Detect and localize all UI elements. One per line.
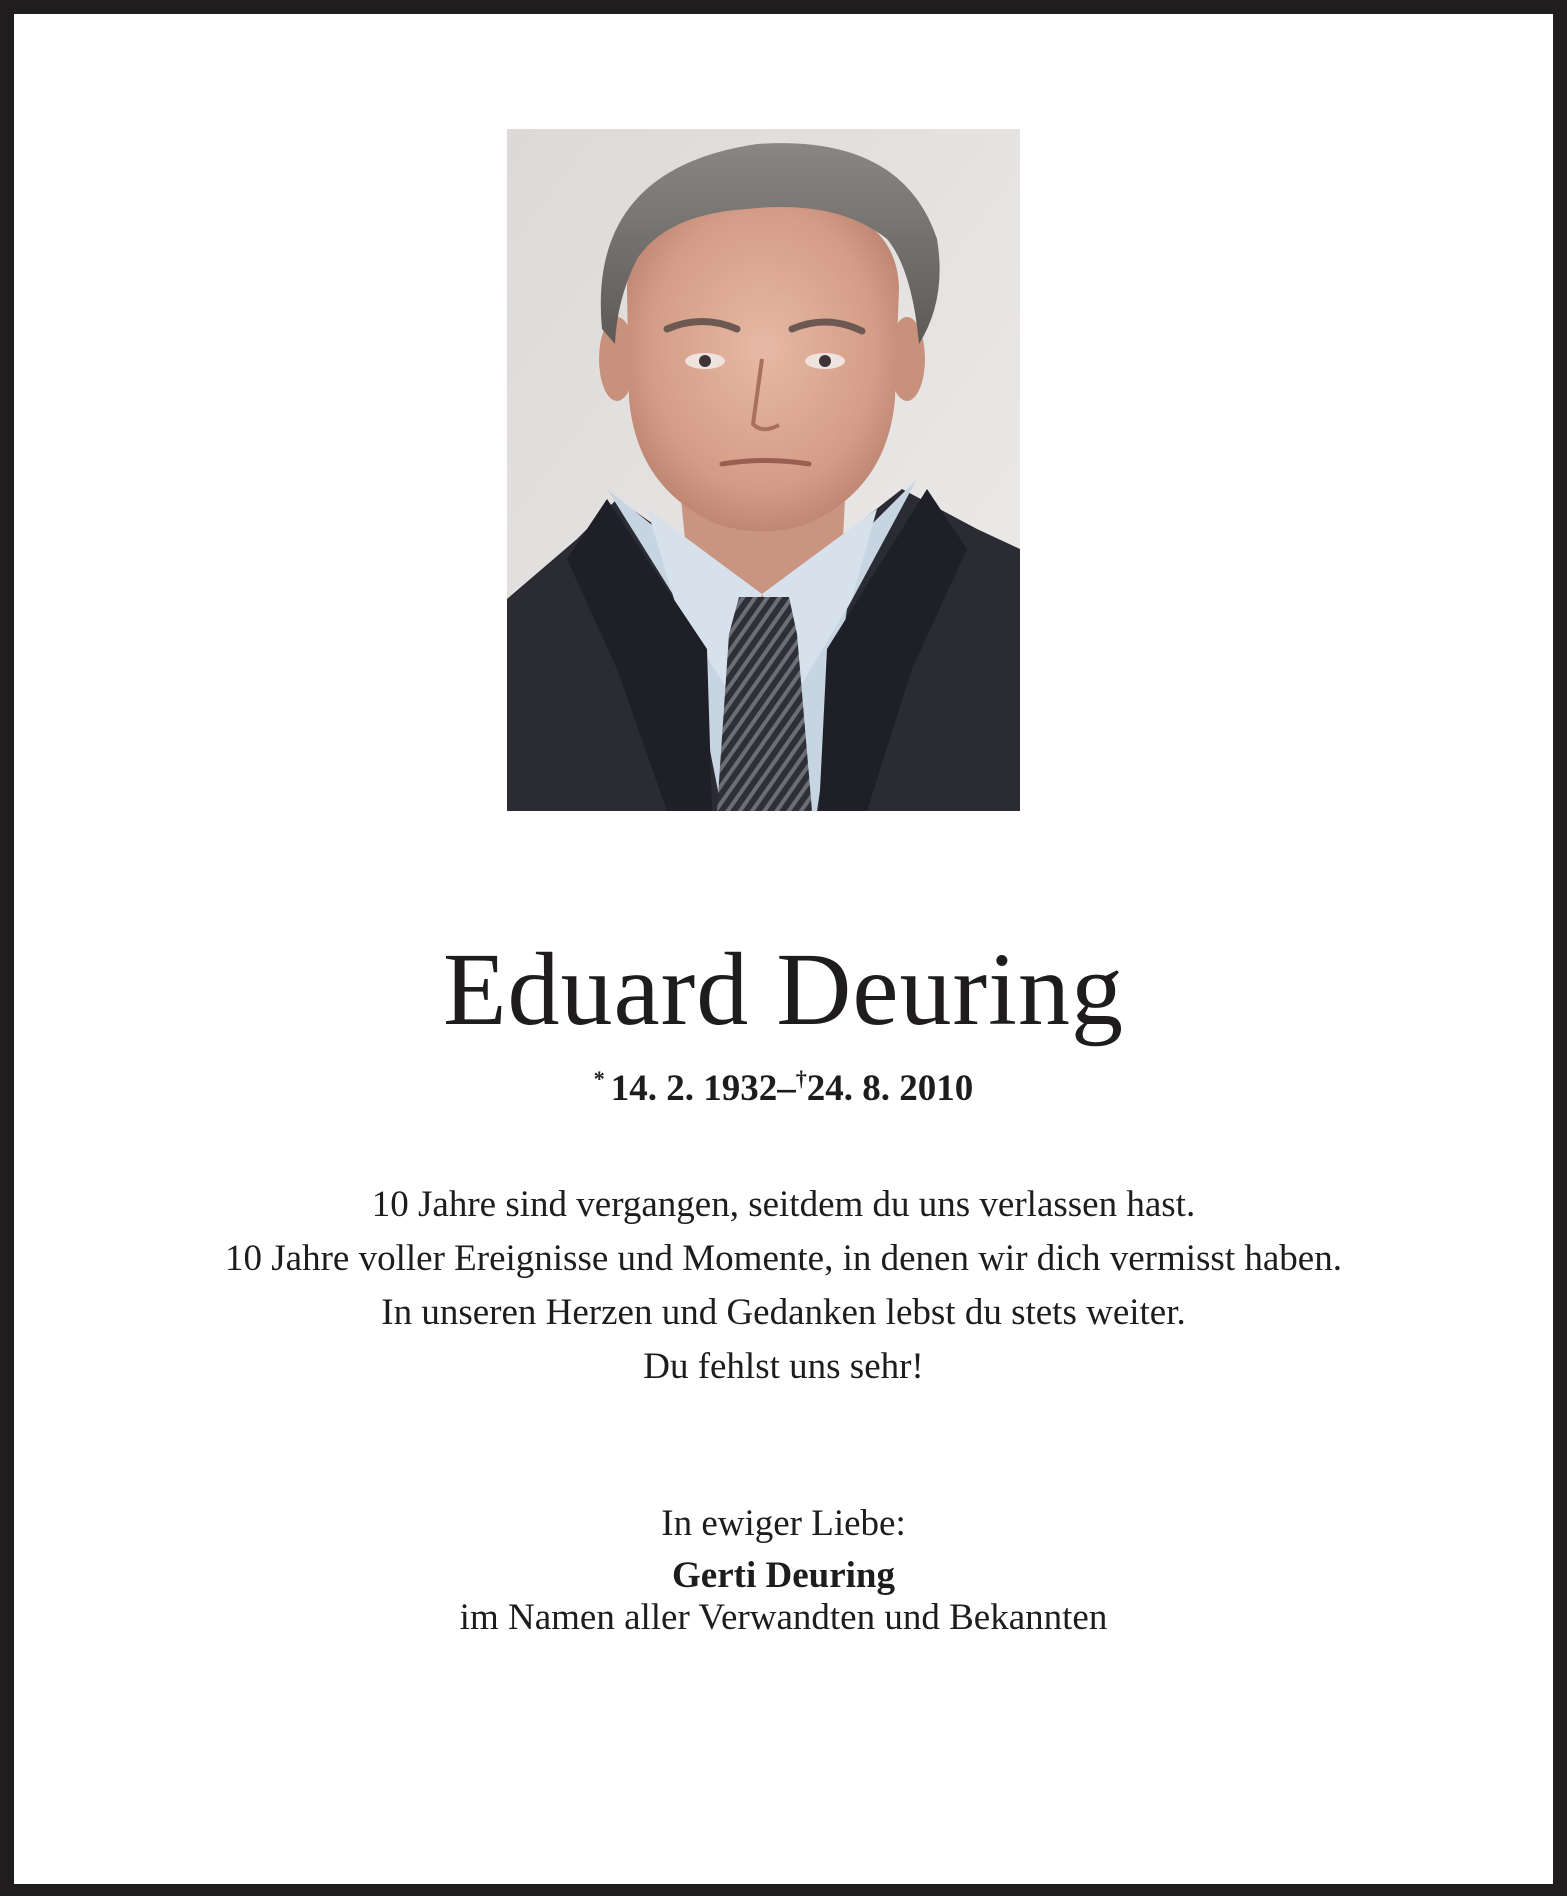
- closing-block: [0, 1503, 1567, 1639]
- signer-name: Gerti Deuring: [672, 1555, 895, 1596]
- death-symbol: †: [795, 1066, 807, 1091]
- closing-intro: In ewiger Liebe:: [661, 1503, 906, 1544]
- portrait-photo: [507, 129, 1020, 811]
- life-dates: [0, 1054, 1567, 1114]
- poem-line: 10 Jahre voller Ereignisse und Momente, in denen wir dich vermisst haben.: [225, 1238, 1342, 1279]
- poem-line: 10 Jahre sind vergangen, seitdem du uns verlassen hast.: [371, 1184, 1196, 1225]
- birth-date: 14. 2. 1932: [610, 1068, 778, 1109]
- poem-line: Du fehlst uns sehr!: [643, 1346, 924, 1387]
- date-separator: –: [777, 1068, 796, 1109]
- deceased-name: Eduard Deuring: [442, 932, 1125, 1047]
- memorial-poem: [0, 1178, 1567, 1394]
- signer-note: im Namen aller Verwandten und Bekannten: [459, 1597, 1108, 1638]
- poem-line: In unseren Herzen und Gedanken lebst du stets weiter.: [381, 1292, 1186, 1333]
- birth-symbol: *: [593, 1066, 605, 1091]
- death-date: 24. 8. 2010: [806, 1068, 974, 1109]
